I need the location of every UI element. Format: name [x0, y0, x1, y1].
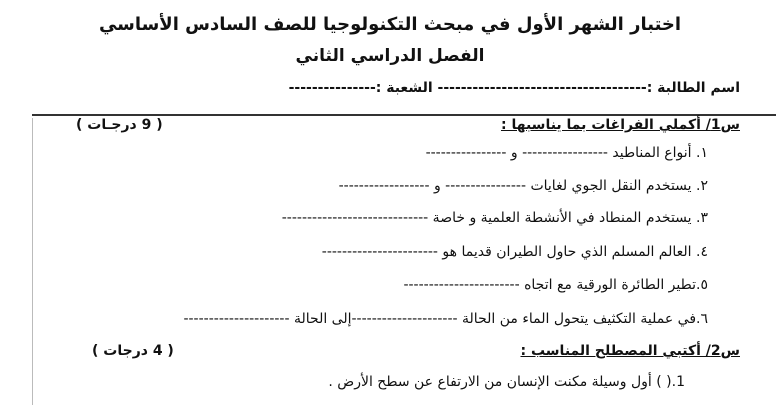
question-1-item-5: ٥.تطير الطائرة الورقية مع اتجاه -----------------------: [403, 277, 708, 293]
question-2-marks: ( 4 درجات ): [92, 343, 174, 359]
question-2-item-1: 1.( ) أول وسيلة مكنت الإنسان من الارتفاع عن سطح الأرض .: [328, 374, 685, 390]
header-divider: [32, 114, 776, 116]
left-margin-line: [32, 118, 33, 405]
question-2-heading: س2/ أكتبي المصطلح المناسب :: [520, 343, 740, 359]
exam-title: اختبار الشهر الأول في مبحث التكنولوجيا للصف السادس الأساسي: [98, 14, 682, 35]
question-1-item-1: ١. أنواع المناطيد ----------------- و ----------------: [425, 145, 708, 161]
question-1-item-4: ٤. العالم المسلم الذي حاول الطيران قديما هو -----------------------: [321, 244, 708, 260]
question-1-item-2: ٢. يستخدم النقل الجوي لغايات ---------------- و ------------------: [338, 178, 708, 194]
question-1-heading: س1/ أكملي الفراغات بما يناسبها :: [500, 117, 740, 133]
exam-subtitle: الفصل الدراسي الثاني: [295, 46, 485, 66]
question-1-marks: ( 9 درجـات ): [76, 117, 163, 133]
question-1-item-6: ٦.في عملية التكثيف يتحول الماء من الحالة ---------------------إلى الحالة ---------------------: [183, 311, 708, 327]
student-info-line: اسم الطالبة :------------------------------------ الشعبة :---------------: [288, 80, 740, 96]
question-1-item-3: ٣. يستخدم المنطاد في الأنشطة العلمية و خاصة -----------------------------: [281, 210, 708, 226]
